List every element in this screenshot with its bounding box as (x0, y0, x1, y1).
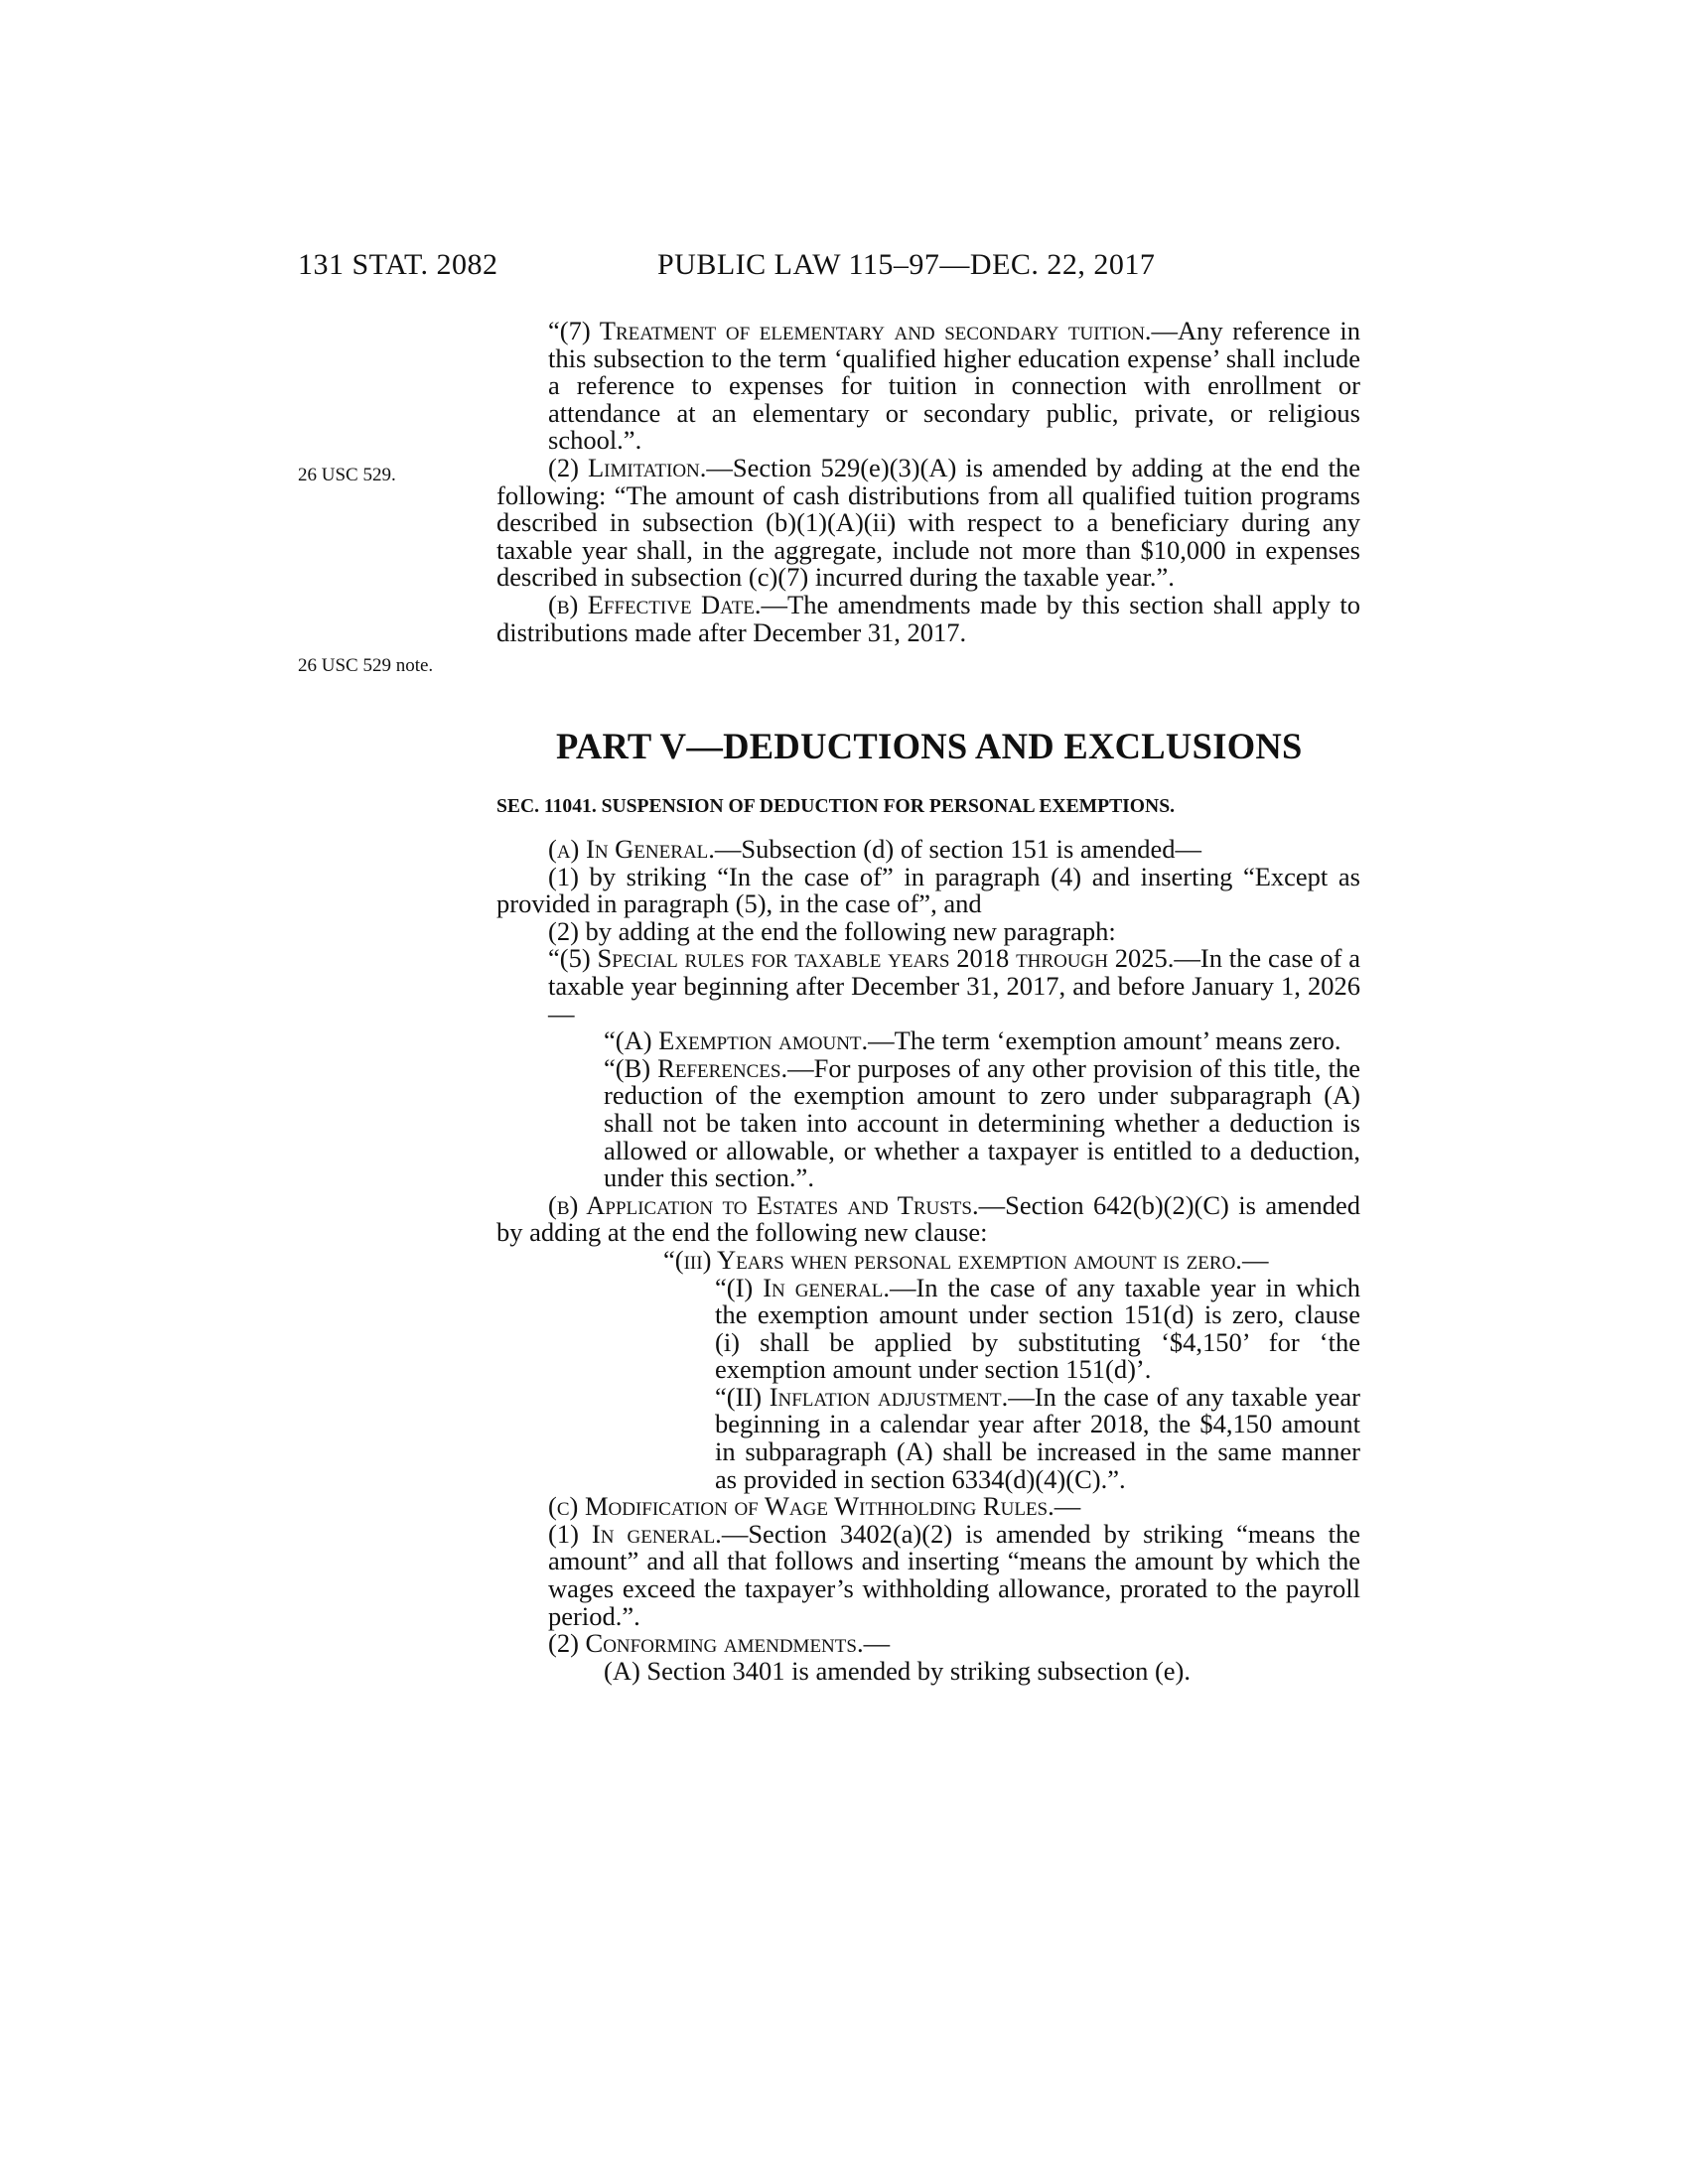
subsection-b (496, 1189, 1361, 1248)
subsection-c-1-heading: (1) In general. (548, 1518, 722, 1549)
clause-iii-heading: “(iii) Years when personal exemption amount is zero. (663, 1244, 1242, 1275)
subclause-ii (496, 1381, 1360, 1494)
paragraph-7-text: —Any reference in this subsection to the term ‘qualified higher education expense’ shall include a reference to expenses for tuition in connection with enrollment or attendance at an elementary or secondary public, private, or religious school.”. (548, 316, 1360, 456)
subsection-a-1: (1) by striking “In the case of” in paragraph (4) and inserting “Except as provided in paragraph (5), in the case of”, and (496, 861, 1360, 919)
subsection-b-heading-2: (b) Application to Estates and Trusts. (548, 1189, 979, 1220)
subparagraph-b-heading: “(B) References. (604, 1052, 788, 1083)
subclause-ii-heading: “(II) Inflation adjustment. (715, 1381, 1009, 1412)
subsection-b-heading: (b) Effective Date. (548, 589, 762, 619)
subsection-c-1-text: —Section 3402(a)(2) is amended by striking “means the amount” and all that follows and inserting “means the amount by which the wages exceed the taxpayer’s withholding allowance, prorated to the payroll period.”. (548, 1518, 1361, 1631)
subsection-c-2-heading: (2) Conforming amendments. (548, 1628, 864, 1659)
top-section-text (496, 318, 1360, 646)
subsection-c-1 (496, 1518, 1361, 1631)
subparagraph-a-heading: “(A) Exemption amount. (604, 1025, 869, 1056)
paragraph-5-text: —In the case of a taxable year beginning after December 31, 2017, and before January 1, 2026— (548, 943, 1361, 1028)
section-heading: SEC. 11041. SUSPENSION OF DEDUCTION FOR PERSONAL EXEMPTIONS. (496, 796, 1175, 817)
running-header: PUBLIC LAW 115–97—DEC. 22, 2017 (657, 248, 1156, 281)
subclause-i-heading: “(I) In general. (715, 1272, 890, 1302)
paragraph-7-heading: “(7) Treatment of elementary and secondary tuition. (548, 316, 1152, 345)
subparagraph-b-text: —For purposes of any other provision of this title, the reduction of the exemption amount to zero under subparagraph (A) shall not be taken into account in determining whether a deduction is allowed or allowable, or whether a taxpayer is entitled to a deduction, under this section.”. (604, 1052, 1361, 1193)
statute-page-number: 131 STAT. 2082 (298, 248, 498, 281)
paragraph-5-heading: “(5) Special rules for taxable years 2018 through 2025. (548, 943, 1175, 974)
subsection-c-text: — (1054, 1491, 1081, 1522)
subsection-b-text: —The amendments made by this section shall apply to distributions made after December 31, 2017. (496, 589, 1360, 647)
subsection-c-heading: (c) Modification of Wage Withholding Rules. (548, 1491, 1055, 1522)
subsection-a-2: (2) by adding at the end the following new paragraph: (548, 915, 1116, 946)
margin-note-usc-529: 26 USC 529. (298, 465, 396, 485)
section-11041-text (496, 836, 1360, 1685)
clause-iii-text: — (1241, 1244, 1269, 1275)
paragraph-2-limitation (496, 452, 1361, 593)
clause-iii (496, 1244, 1360, 1275)
subsection-b-effective-date (496, 589, 1360, 647)
part-heading: PART V—DEDUCTIONS AND EXCLUSIONS (556, 726, 1303, 766)
subsection-a-text: —Subsection (d) of section 151 is amended— (714, 834, 1202, 864)
subparagraph-a-text: —The term ‘exemption amount’ means zero. (868, 1025, 1341, 1056)
subparagraph-a (496, 1027, 1360, 1055)
paragraph-5 (496, 945, 1360, 1027)
subsection-c-2-a: (A) Section 3401 is amended by striking subsection (e). (604, 1655, 1191, 1686)
subsection-b-text-2: —Section 642(b)(2)(C) is amended by adding at the end the following new clause: (496, 1189, 1361, 1248)
subclause-i (496, 1272, 1361, 1385)
paragraph-7 (496, 318, 1360, 455)
subclause-i-text: —In the case of any taxable year in which the exemption amount under section 151(d) is zero, clause (i) shall be applied by substituting ‘$4,150’ for ‘the exemption amount under section 151(d)’. (715, 1272, 1361, 1385)
subsection-c-2 (496, 1630, 1360, 1658)
subsection-a (496, 836, 1360, 864)
margin-note-usc-529-note: 26 USC 529 note. (298, 655, 434, 676)
subsection-a-heading: (a) In General. (548, 834, 715, 864)
subclause-ii-text: —In the case of any taxable year beginning in a calendar year after 2018, the $4,150 amount in subparagraph (A) shall be increased in the same manner as provided in section 6334(d)(4)(C).”. (715, 1381, 1360, 1494)
paragraph-2-heading: (2) Limitation. (548, 452, 707, 482)
paragraph-2-text: —Section 529(e)(3)(A) is amended by adding at the end the following: “The amount of cash distributions from all qualified tuition programs described in subsection (b)(1)(A)(ii) with respect to a beneficiary during any taxable year shall, in the aggregate, include not more than $10,000 in expenses described in subsection (c)(7) incurred during the taxable year.”. (496, 452, 1361, 593)
subsection-c (496, 1493, 1360, 1521)
subparagraph-b (496, 1052, 1361, 1193)
subsection-c-2-text: — (863, 1628, 891, 1659)
